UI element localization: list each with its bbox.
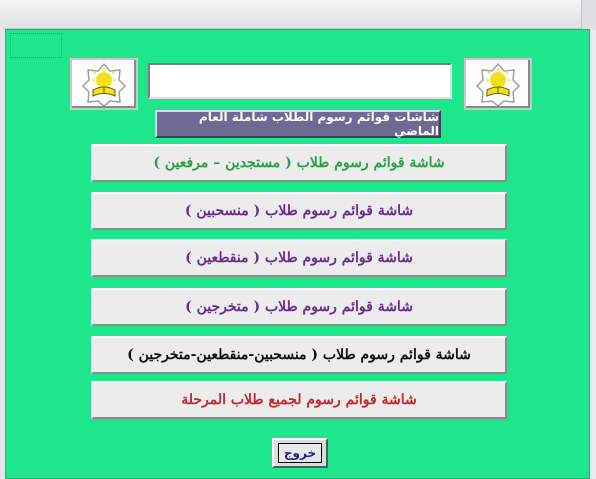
menu-button-graduated[interactable]: شاشة قوائم رسوم طلاب ( متخرجين ) (91, 288, 507, 326)
title-field[interactable] (148, 63, 452, 99)
menu-button-combined[interactable]: شاشة قوائم رسوم طلاب ( منسحبين-منقطعين-متخرجين ) (91, 336, 507, 374)
exit-button[interactable] (272, 438, 328, 468)
left-logo (70, 58, 138, 110)
main-form (5, 29, 590, 479)
window-left-edge (0, 28, 4, 477)
right-logo (464, 58, 532, 110)
menu-button-new-promoted[interactable]: شاشة قوائم رسوم طلاب ( مستجدين – مرفعين ) (91, 144, 507, 182)
window-top-bar (0, 0, 596, 29)
subtitle-label: شاشات قوائم رسوم الطلاب شاملة العام الماضي (155, 110, 441, 138)
menu-button-all-students[interactable]: شاشة قوائم رسوم لجميع طلاب المرحلة (91, 381, 507, 419)
menu-button-dropped-out[interactable]: شاشة قوائم رسوم طلاب ( منقطعين ) (91, 239, 507, 277)
emblem-icon (475, 62, 521, 106)
menu-button-withdrawn[interactable]: شاشة قوائم رسوم طلاب ( منسحبين ) (91, 192, 507, 230)
scrollbar[interactable] (581, 0, 596, 30)
selection-box (10, 33, 62, 58)
exit-label: خروج (278, 443, 322, 463)
emblem-icon (81, 62, 127, 106)
